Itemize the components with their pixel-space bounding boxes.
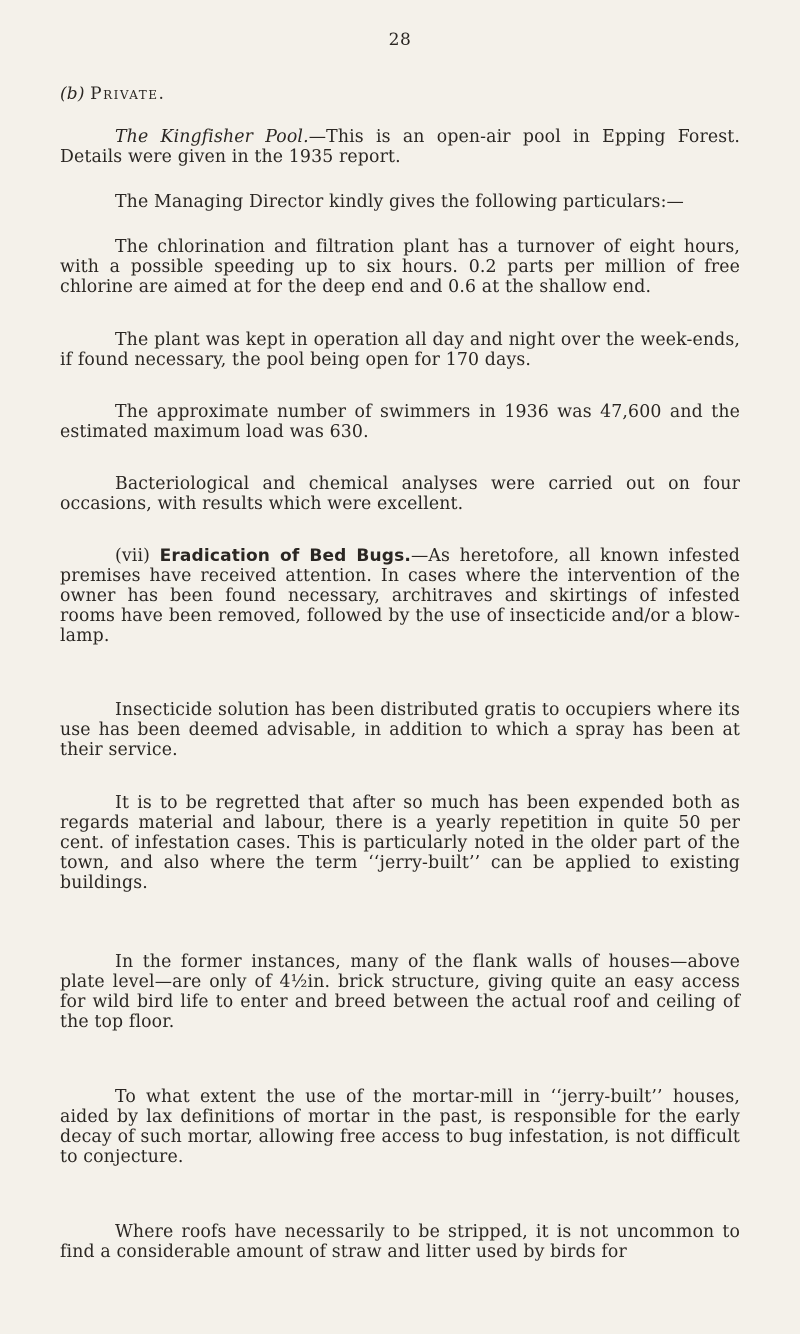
swimmers-paragraph: The approximate number of swimmers in 1936 was 47,600 and the estimated maximum load was 630.	[60, 402, 740, 442]
bed-bugs-paragraph	[60, 546, 740, 646]
operation-paragraph: The plant was kept in operation all day and night over the week-ends, if found necessary, the pool being open for 170 days.	[60, 330, 740, 370]
chlorination-paragraph: The chlorination and filtration plant has a turnover of eight hours, with a possible speeding up to six hours. 0.2 parts per million of free chlorine are aimed at for the deep end and 0.6 at the shallow end.	[60, 237, 740, 297]
regretted-paragraph: It is to be regretted that after so much has been expended both as regards material and labour, there is a yearly repetition in quite 50 per cent. of infestation cases. This is particularly noted in the older part of the town, and also where the term ‘‘jerry-built’’ can be applied to existing buildings.	[60, 793, 740, 893]
insecticide-paragraph: Insecticide solution has been distributed gratis to occupiers where its use has been deemed advisable, in addition to which a spray has been at their service.	[60, 700, 740, 760]
roofs-paragraph: Where roofs have necessarily to be stripped, it is not uncommon to find a considerable amount of straw and litter used by birds for	[60, 1222, 740, 1262]
section-heading	[60, 84, 740, 104]
section-label: (b)	[60, 84, 85, 104]
bed-bugs-number: (vii)	[115, 546, 151, 566]
mortar-mill-paragraph: To what extent the use of the mortar-mill in ‘‘jerry-built’’ houses, aided by lax definitions of mortar in the past, is responsible for the early decay of such mortar, allowing free access to bug infestation, is not difficult to conjecture.	[60, 1087, 740, 1167]
former-instances-paragraph: In the former instances, many of the flank walls of houses—above plate level—are only of 4½in. brick structure, giving quite an easy access for wild bird life to enter and breed between the actual roof and ceiling of the top floor.	[60, 952, 740, 1032]
managing-director-paragraph: The Managing Director kindly gives the following particulars:—	[115, 192, 684, 212]
section-title: Private.	[90, 84, 166, 104]
bed-bugs-text: —As heretofore, all known infested premises have received attention. In cases where the intervention of the owner has been found necessary, architraves and skirtings of infested rooms have been removed, followed by the use of insecticide and/or a blow-lamp.	[60, 546, 740, 646]
kingfisher-title: The Kingfisher Pool.	[115, 127, 309, 147]
bed-bugs-title: Eradication of Bed Bugs.	[159, 546, 411, 566]
page-number: 28	[388, 30, 412, 50]
kingfisher-text: —This is an open-air pool in Epping Forest. Details were given in the 1935 report.	[60, 127, 741, 167]
analyses-paragraph: Bacteriological and chemical analyses were carried out on four occasions, with results which were excellent.	[60, 474, 740, 514]
kingfisher-paragraph	[60, 127, 740, 167]
